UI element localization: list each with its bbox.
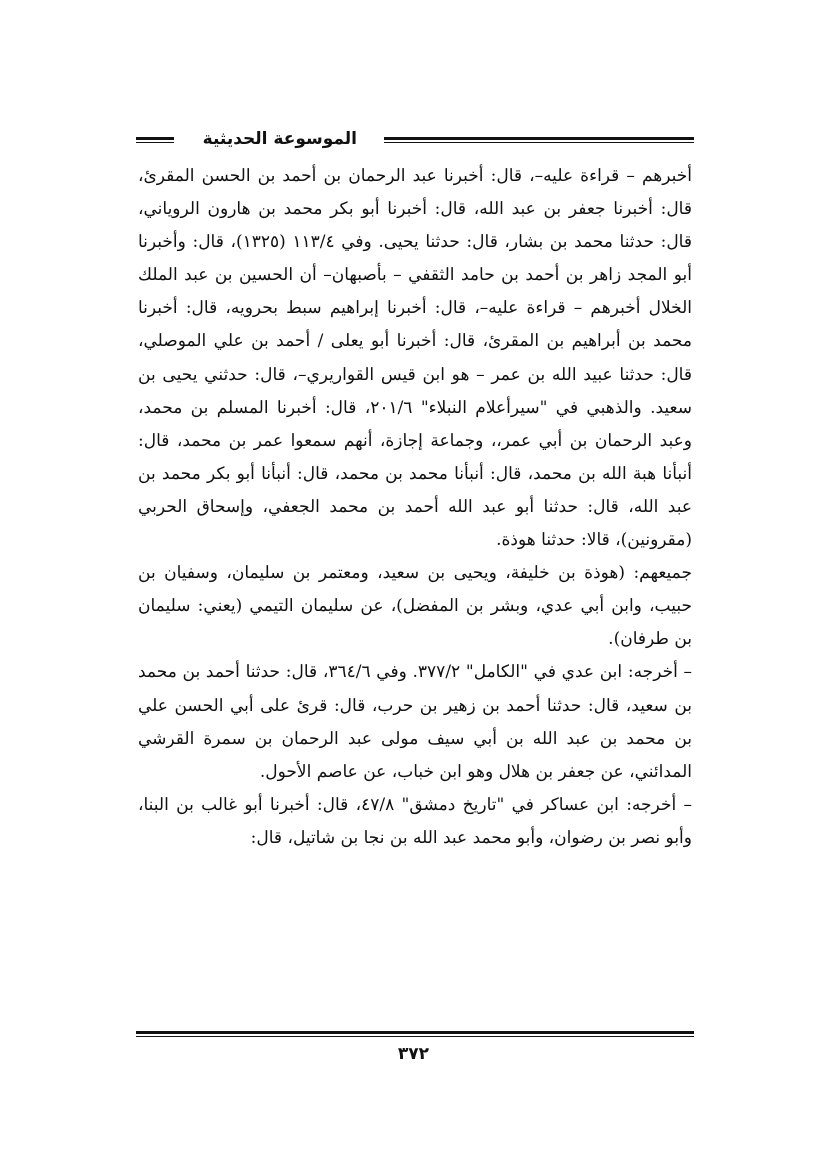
header-rule-right [384, 137, 694, 143]
paragraph: جميعهم: (هوذة بن خليفة، ويحيى بن سعيد، ومعتمر بن سليمان، وسفيان بن حبيب، وابن أبي عدي، وبشر بن المفضل)، عن سليمان التيمي (يعني: سليمان بن طرفان). [138, 563, 692, 650]
page-title: الموسوعة الحديثية [202, 129, 357, 149]
footer-rule [136, 1031, 694, 1037]
header-rule-left [136, 137, 174, 143]
page-number: ٣٧٢ [397, 1044, 430, 1064]
page-header [136, 128, 694, 152]
main-text [138, 160, 692, 855]
paragraph: – أخرجه: ابن عساكر في "تاريخ دمشق" ٤٧/٨، قال: أخبرنا أبو غالب بن البنا، وأبو نصر بن رضوان، وأبو محمد عبد الله بن نجا بن شاتيل، قال: [138, 794, 692, 848]
paragraph: أخبرهم – قراءة عليه–، قال: أخبرنا عبد الرحمان بن أحمد بن الحسن المقرئ، قال: أخبرنا جعفر بن عبد الله، قال: أخبرنا أبو بكر محمد بن هارون الروياني، قال: حدثنا محمد بن بشار، قال: حدثنا يحيى. وفي ١١٣/٤ (١٣٢٥)، قال: وأخبرنا أبو المجد زاهر بن أحمد بن حامد الثقفي – بأصبهان– أن الحسين بن عبد الملك الخلال أخبرهم – قراءة عليه–، قال: أخبرنا إبراهيم سبط بحرويه، قال: أخبرنا محمد بن أبراهيم بن المقرئ، قال: أخبرنا أبو يعلى / أحمد بن علي الموصلي، قال: حدثنا عبيد الله بن عمر – هو ابن قيس القواريري–، قال: حدثني يحيى بن سعيد. والذهبي في "سيرأعلام النبلاء" ٢٠١/٦، قال: أخبرنا المسلم بن محمد، وعبد الرحمان بن أبي عمر،، وجماعة إجازة، أنهم سمعوا عمر بن محمد، قال: أنبأنا هبة الله بن محمد، قال: أنبأنا محمد بن محمد، قال: أنبأنا أبو بكر محمد بن عبد الله، قال: حدثنا أبو عبد الله أحمد بن محمد الجعفي، وإسحاق الحربي (مقرونين)، قالا: حدثنا هوذة. [138, 166, 693, 551]
paragraph: – أخرجه: ابن عدي في "الكامل" ٣٧٧/٢. وفي ٣٦٤/٦، قال: حدثنا أحمد بن محمد بن سعيد، قال: حدثنا أحمد بن زهير بن حرب، قال: قرئ على أبي الحسن علي بن محمد بن عبد الله بن أبي سيف مولى عبد الرحمان بن سمرة القرشي المدائني، عن جعفر بن هلال وهو ابن خباب، عن عاصم الأحول. [138, 662, 693, 782]
